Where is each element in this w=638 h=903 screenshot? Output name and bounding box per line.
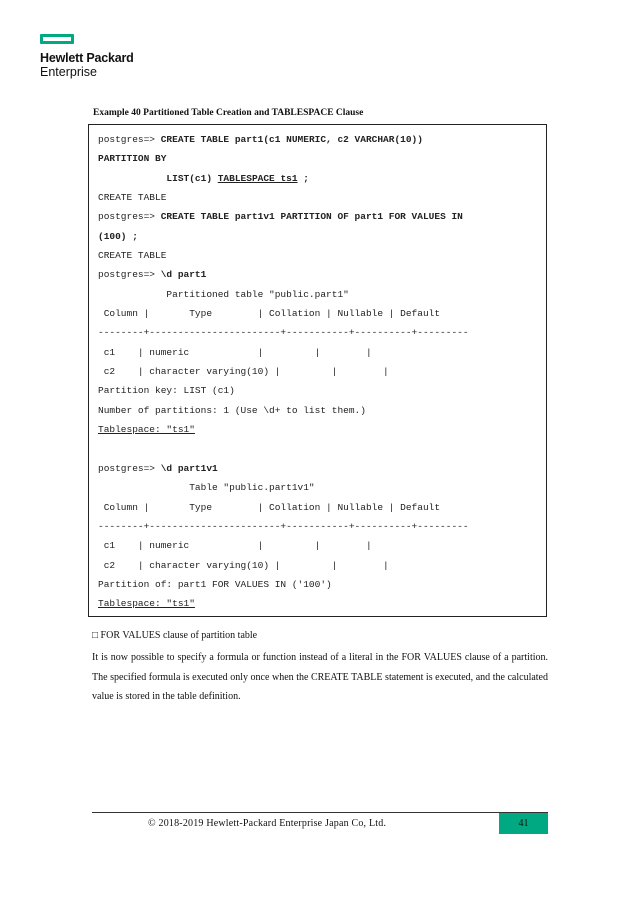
code-line	[98, 575, 546, 594]
code-line	[98, 227, 546, 246]
code-block	[88, 124, 547, 617]
code-line	[98, 304, 546, 323]
code-line	[98, 556, 546, 575]
code-line	[98, 440, 546, 459]
code-line	[98, 130, 546, 149]
code-segment: CREATE TABLE part1v1 PARTITION OF part1 FOR VALUES IN	[160, 211, 463, 223]
code-line	[98, 265, 546, 284]
code-line	[98, 362, 546, 381]
code-segment: Tablespace: "ts1"	[98, 598, 195, 610]
page-number-badge: 41	[499, 813, 548, 834]
code-line	[98, 188, 546, 207]
example-title: Example 40 Partitioned Table Creation and TABLESPACE Clause	[93, 108, 364, 118]
code-segment: c1 | numeric | | |	[98, 346, 372, 358]
code-segment: PARTITION BY	[98, 153, 167, 165]
code-segment: postgres=>	[98, 134, 161, 145]
code-segment: ;	[297, 172, 309, 184]
code-segment: c1 | numeric | | |	[98, 540, 372, 552]
code-line	[98, 498, 546, 517]
code-segment: --------+-----------------------+-----------+----------+---------	[98, 327, 469, 339]
code-segment: Partition key: LIST (c1)	[98, 385, 235, 397]
code-line	[98, 459, 546, 478]
code-line	[98, 149, 546, 168]
code-line	[98, 246, 546, 265]
code-segment: c2 | character varying(10) | | |	[98, 559, 389, 571]
code-line	[98, 420, 546, 439]
code-line	[98, 536, 546, 555]
code-segment: TABLESPACE ts1	[217, 172, 298, 184]
code-line	[98, 401, 546, 420]
hpe-logo	[40, 34, 134, 79]
code-segment: c2 | character varying(10) | | |	[98, 366, 389, 378]
code-segment: Number of partitions: 1 (Use \d+ to list them.)	[98, 404, 366, 416]
code-line	[98, 517, 546, 536]
code-segment: Column | Type | Collation | Nullable | Default	[98, 501, 441, 513]
code-segment: CREATE TABLE part1(c1 NUMERIC, c2 VARCHAR(10))	[160, 134, 423, 145]
footer-divider	[92, 812, 548, 813]
code-segment: postgres=>	[98, 462, 161, 474]
code-segment: CREATE TABLE	[98, 192, 167, 204]
code-segment: LIST(c1)	[166, 172, 218, 184]
logo-text-line2: Enterprise	[40, 65, 97, 79]
code-segment: \d part1v1	[160, 462, 218, 474]
section-heading: □ FOR VALUES clause of partition table	[92, 630, 258, 641]
body-paragraph: It is now possible to specify a formula or function instead of a literal in the FOR VALUES clause of a partition. The specified formula is executed only once when the CREATE TABLE statement is executed, and the calculated value is stored in the table definition.	[92, 652, 548, 702]
code-line	[98, 381, 546, 400]
code-line	[98, 323, 546, 342]
code-segment: Column | Type | Collation | Nullable | Default	[98, 308, 441, 320]
code-segment: postgres=>	[98, 211, 161, 223]
code-segment: \d part1	[160, 269, 207, 281]
hpe-element-icon	[40, 34, 74, 44]
code-segment: postgres=>	[98, 269, 161, 281]
code-segment: (100) ;	[98, 230, 138, 242]
code-segment: CREATE TABLE	[98, 250, 167, 262]
code-line	[98, 169, 546, 188]
code-segment: Table "public.part1v1"	[98, 482, 315, 494]
code-line	[98, 207, 546, 226]
footer-copyright: © 2018-2019 Hewlett-Packard Enterprise Japan Co, Ltd.	[148, 818, 387, 829]
code-line	[98, 594, 546, 613]
code-line	[98, 285, 546, 304]
code-segment: --------+-----------------------+-----------+----------+---------	[98, 520, 469, 532]
code-segment: Partition of: part1 FOR VALUES IN ('100')	[98, 578, 332, 590]
code-segment: Partitioned table "public.part1"	[98, 288, 349, 300]
code-line	[98, 343, 546, 362]
code-segment: Tablespace: "ts1"	[98, 424, 195, 436]
logo-text-line1: Hewlett Packard	[40, 51, 134, 65]
code-segment	[98, 173, 166, 184]
code-line	[98, 478, 546, 497]
